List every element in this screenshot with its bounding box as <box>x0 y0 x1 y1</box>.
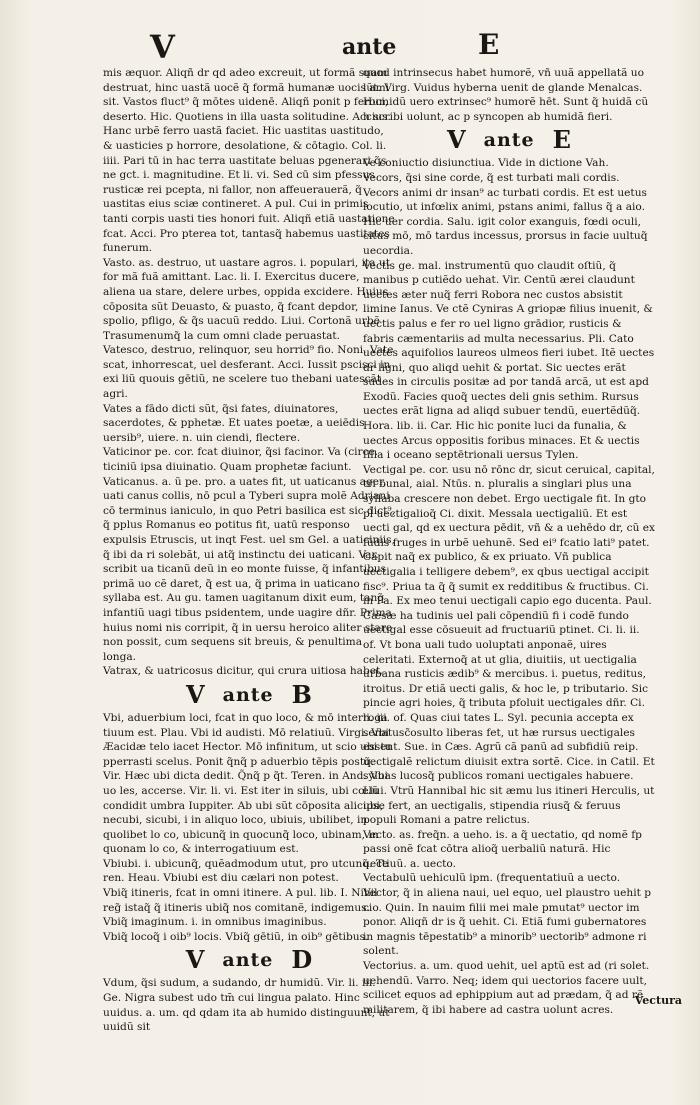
section-letter: V <box>185 945 205 975</box>
section-heading-v-ante-b <box>103 681 395 709</box>
entry-paragraph: Vecors, q̃si sine corde, q̃ est turbati mali cordis. Vecors animi dr insan⁹ ac turbati cordis. Et est uetus locutio, ut infœlix animi, pstans animi, fallus q̃ a aio. Hic uer cordia. Salu. igit color exanguis, fœdi oculi, citus mō, mō tardus incessus, prorsus in facie uultuq̃ uecordia. <box>363 171 648 257</box>
entry-paragraph: Vbiq̃ locoq̃ i oib⁹ locis. Vbiq̃ gētiũ, in oib⁹ gētibus. <box>103 930 369 943</box>
right-column <box>363 66 655 1017</box>
entry-paragraph: Vbi, aduerbium loci, fcat in quo loco, & mō interroga tiuum est. Plau. Vbi id audisti. Mō relatiuũ. Virgi. Vbi Æacidæ telo iacet Hector. Mō infinitum, ut scio ubi tu pperrasti scelus. Ponit q̃nq̃ p aduerbio tēpis postq̃. Vir. Hæc ubi dicta dedit. Q̃nq̃ p q̃t. Teren. in And. Vbi uo les, accerse. Vir. li. vi. Est iter in siluis, ubi cœlũ condidit umbra Iuppiter. Ab ubi sũt cōposita alicubi, necubi, sicubi, i in aliquo loco, ubiuis, ubilibet, in quolibet lo co, ubicunq̃ in quocunq̃ loco, ubinam, in quonam lo co, & interrogatiuum est. <box>103 711 392 856</box>
catchword: Vectura <box>634 994 682 1007</box>
entry-paragraph: Vaticanus. a. ũ pe. pro. a uates fit, ut uaticanus ager, uati canus collis, nō pcul a Tyberi supra molẽ Adriani cō terminus ianiculo, in quo Petri basilica est sic dict⁹, q̃ pplus Romanus eo potitus fit, uatū responso expulsis Etruscis, ut inqt Fest. uel sm Gel. a uaticiniis, q̃ ibi da ri solebãt, ui atq̃ instinctu dei uaticani. Var. scribit ua ticanũ deũ in eo monte fuisse, q̃ infantibus primã uo cẽ daret, q̃ est ua, q̃ prima in uaticano syllaba est. Au gu. tamen uagitanum dixit eum, tanq̃ infantiũ uagi tibus psidentem, unde uagire dñr. Prima huius nomi nis corripit, q̃ in uersu heroico aliter stare non possit, cum sequens sit breuis, & penultima longa. <box>103 475 395 663</box>
section-word: ante <box>483 129 535 152</box>
entry-paragraph: Vbiq̃ itineris, fcat in omni itinere. A pul. lib. I. Nihil reg̃ istaq̃ q̃ itineris ubiq̃ nos comitanẽ, indigemus. <box>103 887 378 914</box>
section-letter: E <box>552 125 571 155</box>
entry-paragraph: Vectorius. a. um. quod uehit, uel aptũ est ad (ri solet. uehendũ. Varro. Neq; idem qui uectorios facere uult, scilicet equos ad ephippium aut ad prædam, q̃ ad rẽ militarem, q̃ ibi habere ad castra uolunt acres. <box>363 960 650 1016</box>
header-center-word: ante <box>342 34 397 60</box>
section-heading-v-ante-e <box>363 126 655 154</box>
entry-paragraph: Vasto. as. destruo, ut uastare agros. i. populari, ita ut for mã fuã amittant. Lac. li. I. Exercitus ducere, aliena ua stare, delere urbes, oppida excidere. Huius cōposita sũt Deuasto, & puasto, q̃ fcant depdor, spolio, pfligo, & q̃s uacuũ reddo. Liui. Cortonã urbẽ Trasumenumq̃ la cum omni clade peruastat. <box>103 256 391 342</box>
section-heading-v-ante-d <box>103 946 395 974</box>
entry-paragraph: Vectis ge. mal. instrumentũ quo claudit oſtiũ, q̃ manibus p cutiẽdo uehat. Vir. Centũ ærei claudunt uectes æter nuq̃ ferri Robora nec custos absistit limine Ianus. Ve ctẽ Cyniras A griopæ filius inuenit, & uectis palus e fer ro uel ligno grādior, rusticis & fabris cæmentariis ad multa necessarius. Pli. Cato uectes aquifolios laureos ulmeos fieri iubet. Itẽ uectes dr ligni, quo aliqd uehit & portat. Sic uectes erãt sudes in circulis positæ ad por tandã arcã, ut est apd Exodũ. Facies quoq̃ uectes deli gnis sethim. Rursus uectes erãt ligna ad aliqd subuer tendũ, euertẽdũq̃. Hora. lib. ii. Car. Hic hic ponite luci da funalia, & uectes Arcus oppositis foribus minaces. Et & uectis ſilla i oceano septētrionali uersus Tylen. <box>363 259 655 462</box>
entry-paragraph: Vatrax, & uatricosus dicitur, qui crura uitiosa habet. <box>103 665 384 678</box>
left-column <box>103 66 395 1035</box>
section-letter: D <box>291 945 313 975</box>
entry-paragraph: Vatesco, destruo, relinquor, seu horrid⁹ fio. Noni. Vate scat, inhorrescat, uel desferant. Acci. Iussit pscisci in exi liũ quouis gētiũ, ne scelere tuo thebani uatescãt agri. <box>103 344 394 401</box>
entry-paragraph: quod intrinsecus habet humorẽ, vñ uuã appellatã uo lũt. Virg. Vuidus hyberna uenit de glande Menalcas. Humidũ uero extrinsec⁹ humorẽ hēt. Sunt q̃ huidã cũ h scribi uolunt, ac p syncopen ab humidã fieri. <box>363 67 649 123</box>
section-word: ante <box>222 949 274 972</box>
entry-paragraph: Vector, q̃ in aliena naui, uel equo, uel plaustro uehit p cio. Quin. In nauim filii mei male pmutat⁹ uector im ponor. Aliqñ dr is q̃ uehit. Ci. Etiã fumi gubernatores in magnis tēpestatib⁹ a minorib⁹ uectorib⁹ admone ri solent. <box>363 887 652 958</box>
entry-paragraph: Vbiubi. i. ubicunq̃, quẽadmodum utut, pro utcunq̃. Te ren. Heau. Vbiubi est diu cælari non potest. <box>103 857 389 885</box>
header-right-letter: E <box>478 28 500 61</box>
entry-paragraph: Vecto. as. freq̃n. a ueho. is. a q̃ uectatio, qd nomẽ fp passi onẽ fcat cōtra alioq̃ uerbaliũ naturã. Hic uectiuũ. a. uecto. <box>363 828 642 870</box>
section-word: ante <box>222 683 274 706</box>
entry-paragraph: Ve coniuctio disiunctiua. Vide in dictione Vah. <box>363 157 609 170</box>
entry-paragraph: Vaticinor pe. cor. fcat diuinor, q̃si facinor. Va (circe. ticiniũ ipsa diuinatio. Quam prophetæ faciunt. <box>103 446 379 474</box>
entry-paragraph: Vates a fādo dicti sũt, q̃si fates, diuinatores, sacerdotes, & pphetæ. Et uates poetæ, a ueiēdis uersib⁹, uiere. n. uin ciendi, flectere. <box>103 402 365 444</box>
entry-paragraph: Vbiq̃ imaginum. i. in omnibus imaginibus. <box>103 916 327 929</box>
entry-paragraph: Vectigal pe. cor. usu nō rōnc dr, sicut ceruical, capital, tri bunal, aial. Ntūs. n. pluralis a singlari plus una syllaba crescere non debet. Ergo uectigale fit. In gto pl̄ uectigalioq̃ Ci. dixit. Messala uectigaliũ. Et est uecti gal, qd ex uectura pēdit, vñ & a uehēdo dr, cũ ex fūdis fruges in urbẽ uehunẽ. Sed ei⁹ fcatio lati⁹ patet. Capit naq̃ ex publico, & ex priuato. Vñ publica uectigalia i telligere debem⁹, ex qbus uectigal accipit fisc⁹. Priua ta q̃ q̃ sumit ex redditibus & fructibus. Ci. in Pa. Ex meo tenui uectigali capio ego ducenta. Paul. Cæsæ ha tudinis uel pali cōpendiũ fi i codẽ fundo uectigal esse cōsueuit ad fructuariũ ptinet. Ci. li. ii. of. Vt bona uali tudo uoluptati anponaẽ, uires celeritati. Externoq̃ at ut glia, diuitiis, ut uectigalia urbana rusticis ædib⁹ & mercibus. i. puetus, reditus, itroitus. Dr etiã uecti galis, & hoc le, p tributario. Sic pincie agri hoies, q̃ tributa pfoluit uectigales dñr. Ci. li. iii. of. Quas ciui tates L. Syl. pecunia accepta ex senatusc̃osulto liberas fet, ut hæ rursus uectigales essent. Sue. in Cæs. Agrũ cã panũ ad subfidiũ reip. uectigalẽ relictum diuisit extra sortẽ. Cice. in Catil. Et syluas lucosq̃ publicos romani uectigales habuere. Liui. Vtrũ Hannibal hic sit æmu lus itineri Herculis, ut ipse fert, an uectigalis, stipendia riusq̃ & feruus populi Romani a patre relictus. <box>363 463 656 827</box>
section-letter: V <box>447 125 466 155</box>
entry-paragraph: mis æquor. Aliqñ dr qd adeo excreuit, ut formã suam destruat, hinc uastã uocẽ q̃ formã humanæ uocis ami sit. Vastos fluct⁹ q̃ mōtes uidenē. Aliqñ ponit p feroci, deserto. Hic. Quotiens in illa uasta solitudine. Accius. Hanc urbẽ ferro uastã faciet. Hic uastitas uastitudo, & uasticies p horrore, desolatione, & cōtagio. Col. li. iiii. Pari tū in hac terra uastitate beluas pgenerari q̃s ne gct. i. magnitudine. Et li. vi. Sed cū sim pfessus rusticæ rei pcepta, ni fallor, non affeuerauerã, q̃ uastitas eius sciæ contineret. A pul. Cui in primis tanti corpis uasti ties honori fuit. Aliqñ etiã uastatione fcat. Acci. Pro pterea tot, tantasq̃ habemus uastitates funerum. <box>103 67 395 255</box>
entry-paragraph: Vectabulũ uehiculũ ipm. (frequentatiuũ a uecto. <box>363 872 621 885</box>
entry-paragraph: Vdum, q̃si sudum, a sudando, dr humidũ. Vir. li. iii. Ge. Nigra subest udo tm̄ cui lingua palato. Hinc uuidus. a. um. qd qdam ita ab humido distinguunt, ut uuidũ sit <box>103 977 390 1034</box>
section-letter: B <box>291 679 312 709</box>
section-letter: V <box>186 679 205 709</box>
header-left-letter: V <box>150 28 175 66</box>
